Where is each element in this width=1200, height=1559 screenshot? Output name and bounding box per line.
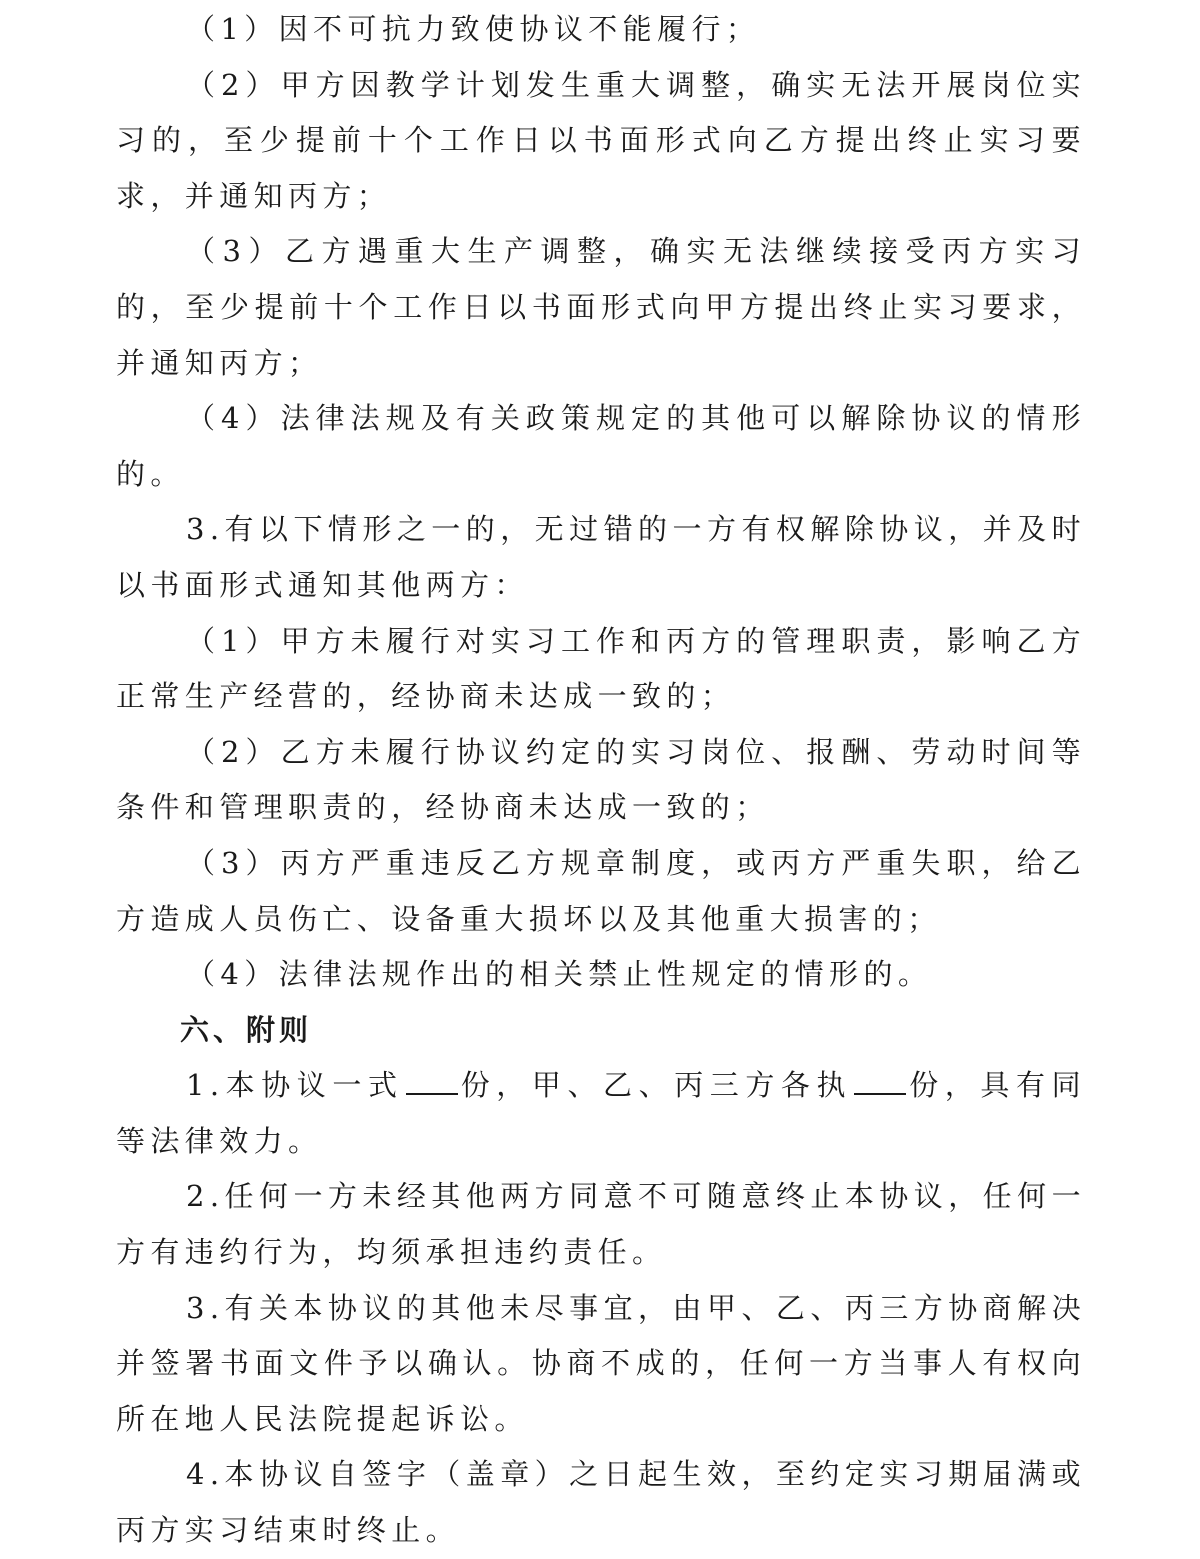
copies-each-blank [854, 1059, 906, 1095]
section-heading-supplementary: 六、附则 [180, 1012, 313, 1047]
clause-copies-part3: 份，具有同等法律效力。 [116, 1068, 1086, 1158]
paragraph-termination-force-majeure: （1）因不可抗力致使协议不能履行； [186, 12, 761, 46]
paragraph-school-fault: （1）甲方未履行对实习工作和丙方的管理职责，影响乙方正常生产经营的，经协商未达成一致的； [116, 623, 1086, 714]
clause-effectiveness: 4.本协议自签字（盖章）之日起生效，至约定实习期届满或丙方实习结束时终止。 [116, 1457, 1086, 1548]
paragraph-school-adjustment: （2）甲方因教学计划发生重大调整，确实无法开展岗位实习的，至少提前十个工作日以书面形式向乙方提出终止实习要求，并通知丙方； [116, 67, 1086, 213]
paragraph-company-adjustment: （3）乙方遇重大生产调整，确实无法继续接受丙方实习的，至少提前十个工作日以书面形式向甲方提出终止实习要求，并通知丙方； [116, 234, 1086, 380]
clause-copies-part1: 1.本协议一式 [186, 1068, 404, 1103]
clause-breach: 2.任何一方未经其他两方同意不可随意终止本协议，任何一方有违约行为，均须承担违约责任。 [116, 1179, 1086, 1270]
clause-copies [116, 1058, 1086, 1169]
copies-total-blank [406, 1059, 458, 1095]
clause-dispute-resolution: 3.有关本协议的其他未尽事宜，由甲、乙、丙三方协商解决并签署书面文件予以确认。协商不成的，任何一方当事人有权向所在地人民法院提起诉讼。 [116, 1290, 1086, 1436]
paragraph-prohibited-circumstances: （4）法律法规作出的相关禁止性规定的情形的。 [186, 957, 933, 992]
paragraph-company-fault: （2）乙方未履行协议约定的实习岗位、报酬、劳动时间等条件和管理职责的，经协商未达成一致的； [116, 734, 1086, 825]
paragraph-legal-provisions: （4）法律法规及有关政策规定的其他可以解除协议的情形的。 [116, 401, 1086, 491]
document-page [116, 2, 1086, 1559]
clause-copies-part2: 份，甲、乙、丙三方各执 [459, 1068, 853, 1103]
paragraph-student-fault: （3）丙方严重违反乙方规章制度，或丙方严重失职，给乙方造成人员伤亡、设备重大损坏以及其他重大损害的； [116, 845, 1086, 936]
paragraph-rescission-conditions: 3.有以下情形之一的，无过错的一方有权解除协议，并及时以书面形式通知其他两方： [116, 512, 1086, 602]
